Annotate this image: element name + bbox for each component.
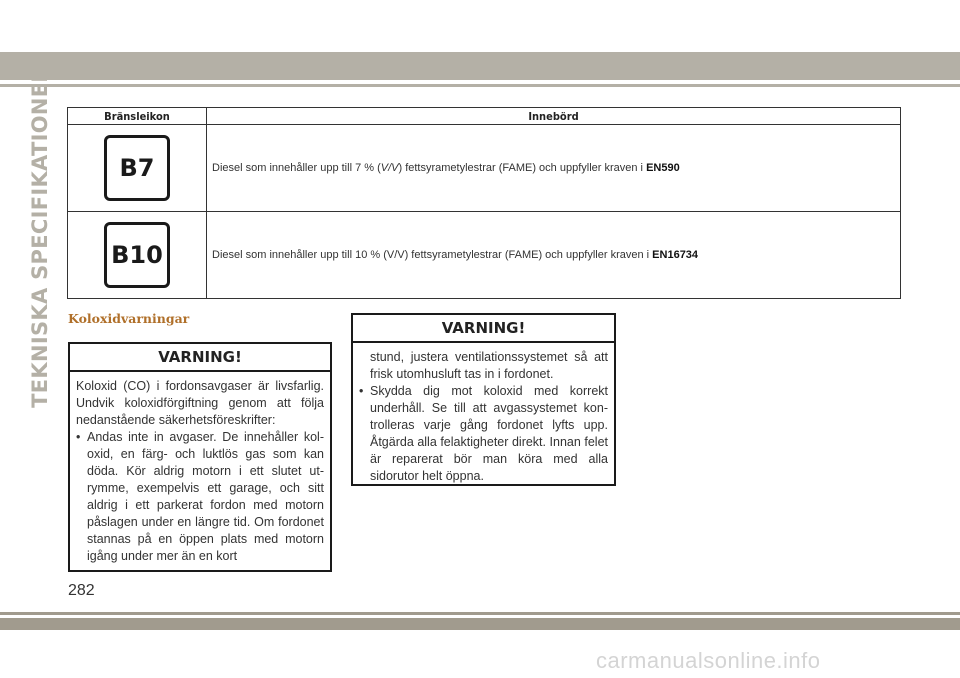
warning-list [76, 429, 324, 565]
warning-box-continued [351, 313, 616, 486]
table-row [68, 212, 901, 299]
fuel-meaning-cell [207, 125, 901, 212]
warning-title: VARNING! [70, 344, 330, 372]
warning-bullet: • Andas inte in avgaser. De innehåller kol-oxid, en färg- och luktlös gas som kan döda. Kör aldrig motorn i ett slutet ut-rymme, exempelvis ett garage, och sitt aldrig i ett parkerat fordon med motorn påslagen under en längre tid. Om fordonet stannas på en öppen plats med motorn igång under mer än en kort [76, 429, 324, 565]
page-number: 282 [68, 582, 95, 599]
fuel-standard: EN590 [646, 162, 680, 174]
column-header-fuel-icon: Bränsleikon [68, 108, 207, 125]
fuel-standard: EN16734 [652, 249, 699, 261]
warning-body [70, 372, 330, 565]
warning-intro: Koloxid (CO) i fordonsavgaser är livsfarlig. Undvik koloxidförgiftning genom att följa nedanstående säkerhetsföreskrifter: [76, 379, 324, 427]
warning-list [359, 383, 608, 485]
meaning-text: Diesel som innehåller upp till 7 % ( [212, 162, 381, 174]
fuel-icon-cell [68, 125, 207, 212]
side-section-title-text: TEKNISKA SPECIFIKATIONER [28, 66, 52, 408]
header-band [0, 52, 960, 80]
table-row [68, 125, 901, 212]
warning-body [353, 343, 614, 485]
warning-bullet: • Skydda dig mot koloxid med korrekt underhåll. Se till att avgassystemet kon-trolleras varje gång fordonet lyfts upp. Åtgärda alla felaktigheter direkt. Innan felet är reparerat bör man köra med alla sidorutor helt öppna. [359, 383, 608, 485]
b7-fuel-label-icon: B7 [104, 135, 170, 201]
watermark: carmanualsonline.info [596, 648, 821, 673]
b10-fuel-label-icon: B10 [104, 222, 170, 288]
fuel-meaning-cell [207, 212, 901, 299]
meaning-text: Diesel som innehåller upp till 10 % (V/V) fettsyrametylestrar (FAME) och uppfyller kraven i [212, 249, 653, 261]
column-header-meaning: Innebörd [207, 108, 901, 125]
footer-rule [0, 612, 960, 615]
footer-band [0, 618, 960, 630]
warning-box [68, 342, 332, 572]
table-header-row [68, 108, 901, 125]
fuel-label-table [67, 107, 901, 299]
fuel-icon-cell [68, 212, 207, 299]
section-heading: Koloxidvarningar [68, 311, 190, 326]
meaning-text-continued: ) fettsyrametylestrar (FAME) och uppfyller kraven i [398, 162, 647, 174]
side-section-title [28, 66, 52, 408]
header-rule [0, 84, 960, 87]
warning-title: VARNING! [353, 315, 614, 343]
meaning-unit: V/V [380, 162, 399, 174]
warning-continuation: stund, justera ventilationssystemet så att frisk utomhusluft tas in i fordonet. [370, 350, 608, 381]
